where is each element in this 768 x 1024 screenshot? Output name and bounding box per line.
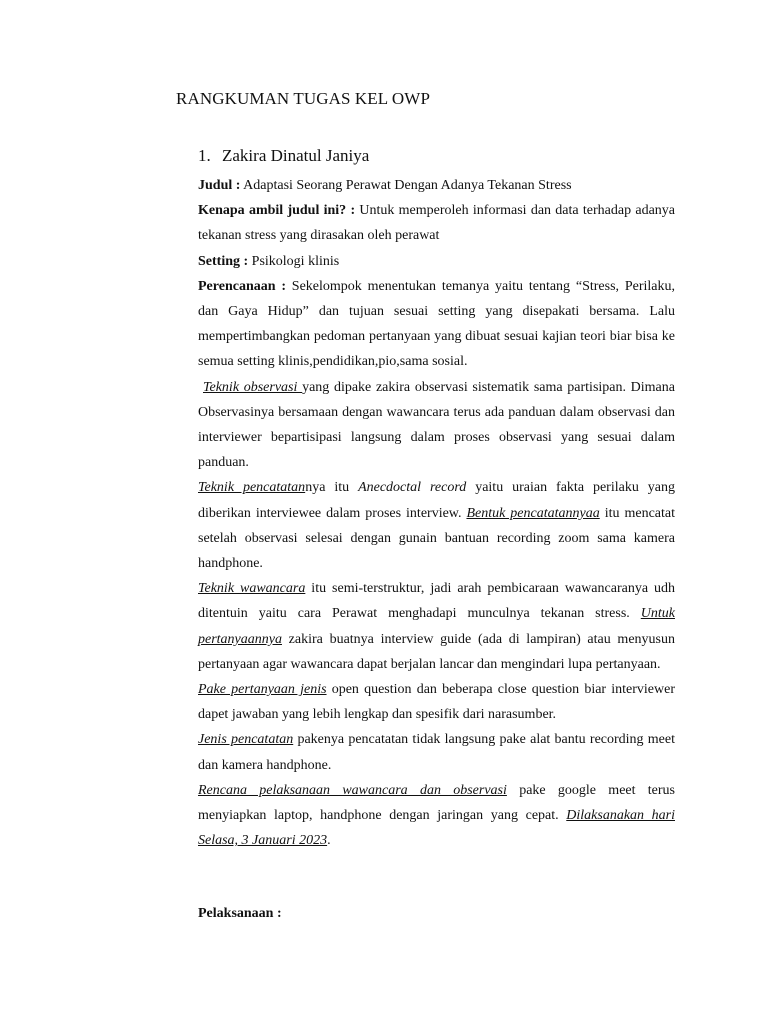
judul-label: Judul :	[198, 178, 241, 193]
perencanaan-label: Perencanaan :	[198, 278, 286, 294]
wawancara-text2: zakira buatnya interview guide (ada di lampiran) atau menyusun pertanyaan agar wawancara dapat berjalan lancar dan mengindari lupa pertanyaan.	[198, 631, 675, 672]
pencatatan-term2: Bentuk pencatatannyaa	[466, 505, 600, 521]
jenis-pencatatan-term: Jenis pencatatan	[198, 732, 294, 748]
wawancara-paragraph	[198, 576, 675, 677]
wawancara-text1: itu semi-terstruktur, jadi arah pembicaraan wawancaranya udh ditentuin yaitu cara Perawat menghadapi munculnya tekanan stress.	[198, 581, 675, 622]
section-heading	[198, 146, 369, 166]
pencatatan-text2: yaitu uraian fakta perilaku yang diberikan interviewee dalam proses interview.	[198, 480, 675, 521]
setting-label: Setting :	[198, 253, 249, 269]
wawancara-term: Teknik wawancara	[198, 581, 306, 597]
jenis-term: Pake pertanyaan jenis	[198, 682, 327, 698]
kenapa-label: Kenapa ambil judul ini? :	[198, 203, 356, 219]
summary-body	[198, 173, 675, 853]
setting-text: Psikologi klinis	[248, 253, 340, 269]
observasi-term: Teknik observasi	[203, 379, 303, 395]
judul-text: Adaptasi Seorang Perawat Dengan Adanya Tekanan Stress	[240, 178, 572, 193]
perencanaan-paragraph	[198, 274, 675, 375]
kenapa-text: Untuk memperoleh informasi dan data terhadap adanya tekanan stress yang dirasakan oleh perawat	[198, 203, 675, 244]
wawancara-term2: Untuk pertanyaannya	[198, 606, 675, 647]
document-title: RANGKUMAN TUGAS KEL OWP	[176, 89, 430, 108]
pencatatan-paragraph	[198, 475, 675, 576]
pencatatan-italic: Anecdoctal record	[358, 480, 467, 496]
rencana-text: pake google meet terus menyiapkan laptop, handphone dengan jaringan yang cepat.	[198, 782, 676, 824]
jenis-pencatatan-paragraph	[198, 727, 675, 777]
section-name: Zakira Dinatul Janiya	[222, 146, 370, 165]
pelaksanaan-heading: Pelaksanaan :	[198, 906, 282, 921]
section-number: 1.	[198, 146, 211, 165]
jenis-paragraph	[198, 677, 675, 727]
judul-paragraph	[198, 173, 675, 198]
perencanaan-text: Sekelompok menentukan temanya yaitu tentang “Stress, Perilaku, dan Gaya Hidup” dan tujuan sesuai setting yang disepakati bersama. Lalu mempertimbangkan pedoman pertanyaan yang dibuat sesuai kajian teori biar bisa ke semua setting klinis,pendidikan,pio,sama sosial.	[198, 278, 675, 370]
pencatatan-text1: nya itu	[305, 480, 359, 496]
observasi-paragraph	[198, 375, 675, 476]
jenis-text: open question dan beberapa close question biar interviewer dapet jawaban yang lebih lengkap dan spesifik dari narasumber.	[198, 682, 675, 723]
rencana-paragraph	[198, 778, 675, 854]
pencatatan-text3: itu mencatat setelah observasi selesai dengan gunain bantuan recording zoom sama kamera handphone.	[198, 505, 675, 572]
observasi-text: yang dipake zakira observasi sistematik sama partisipan. Dimana Observasinya bersamaan dengan wawancara terus ada panduan dalam observasi dan interviewer bepartisipasi langsung dalam proses observasi yang sesuai dalam panduan.	[198, 379, 675, 471]
rencana-term: Rencana pelaksanaan wawancara dan observasi	[198, 782, 507, 798]
jenis-pencatatan-text: pakenya pencatatan tidak langsung pake alat bantu recording meet dan kamera handphone.	[198, 732, 675, 773]
rencana-term2: Dilaksanakan hari Selasa, 3 Januari 2023	[198, 808, 675, 849]
pencatatan-term: Teknik pencatatan	[198, 480, 306, 496]
kenapa-paragraph	[198, 198, 675, 248]
rencana-end: .	[327, 833, 331, 849]
setting-paragraph	[198, 249, 675, 274]
